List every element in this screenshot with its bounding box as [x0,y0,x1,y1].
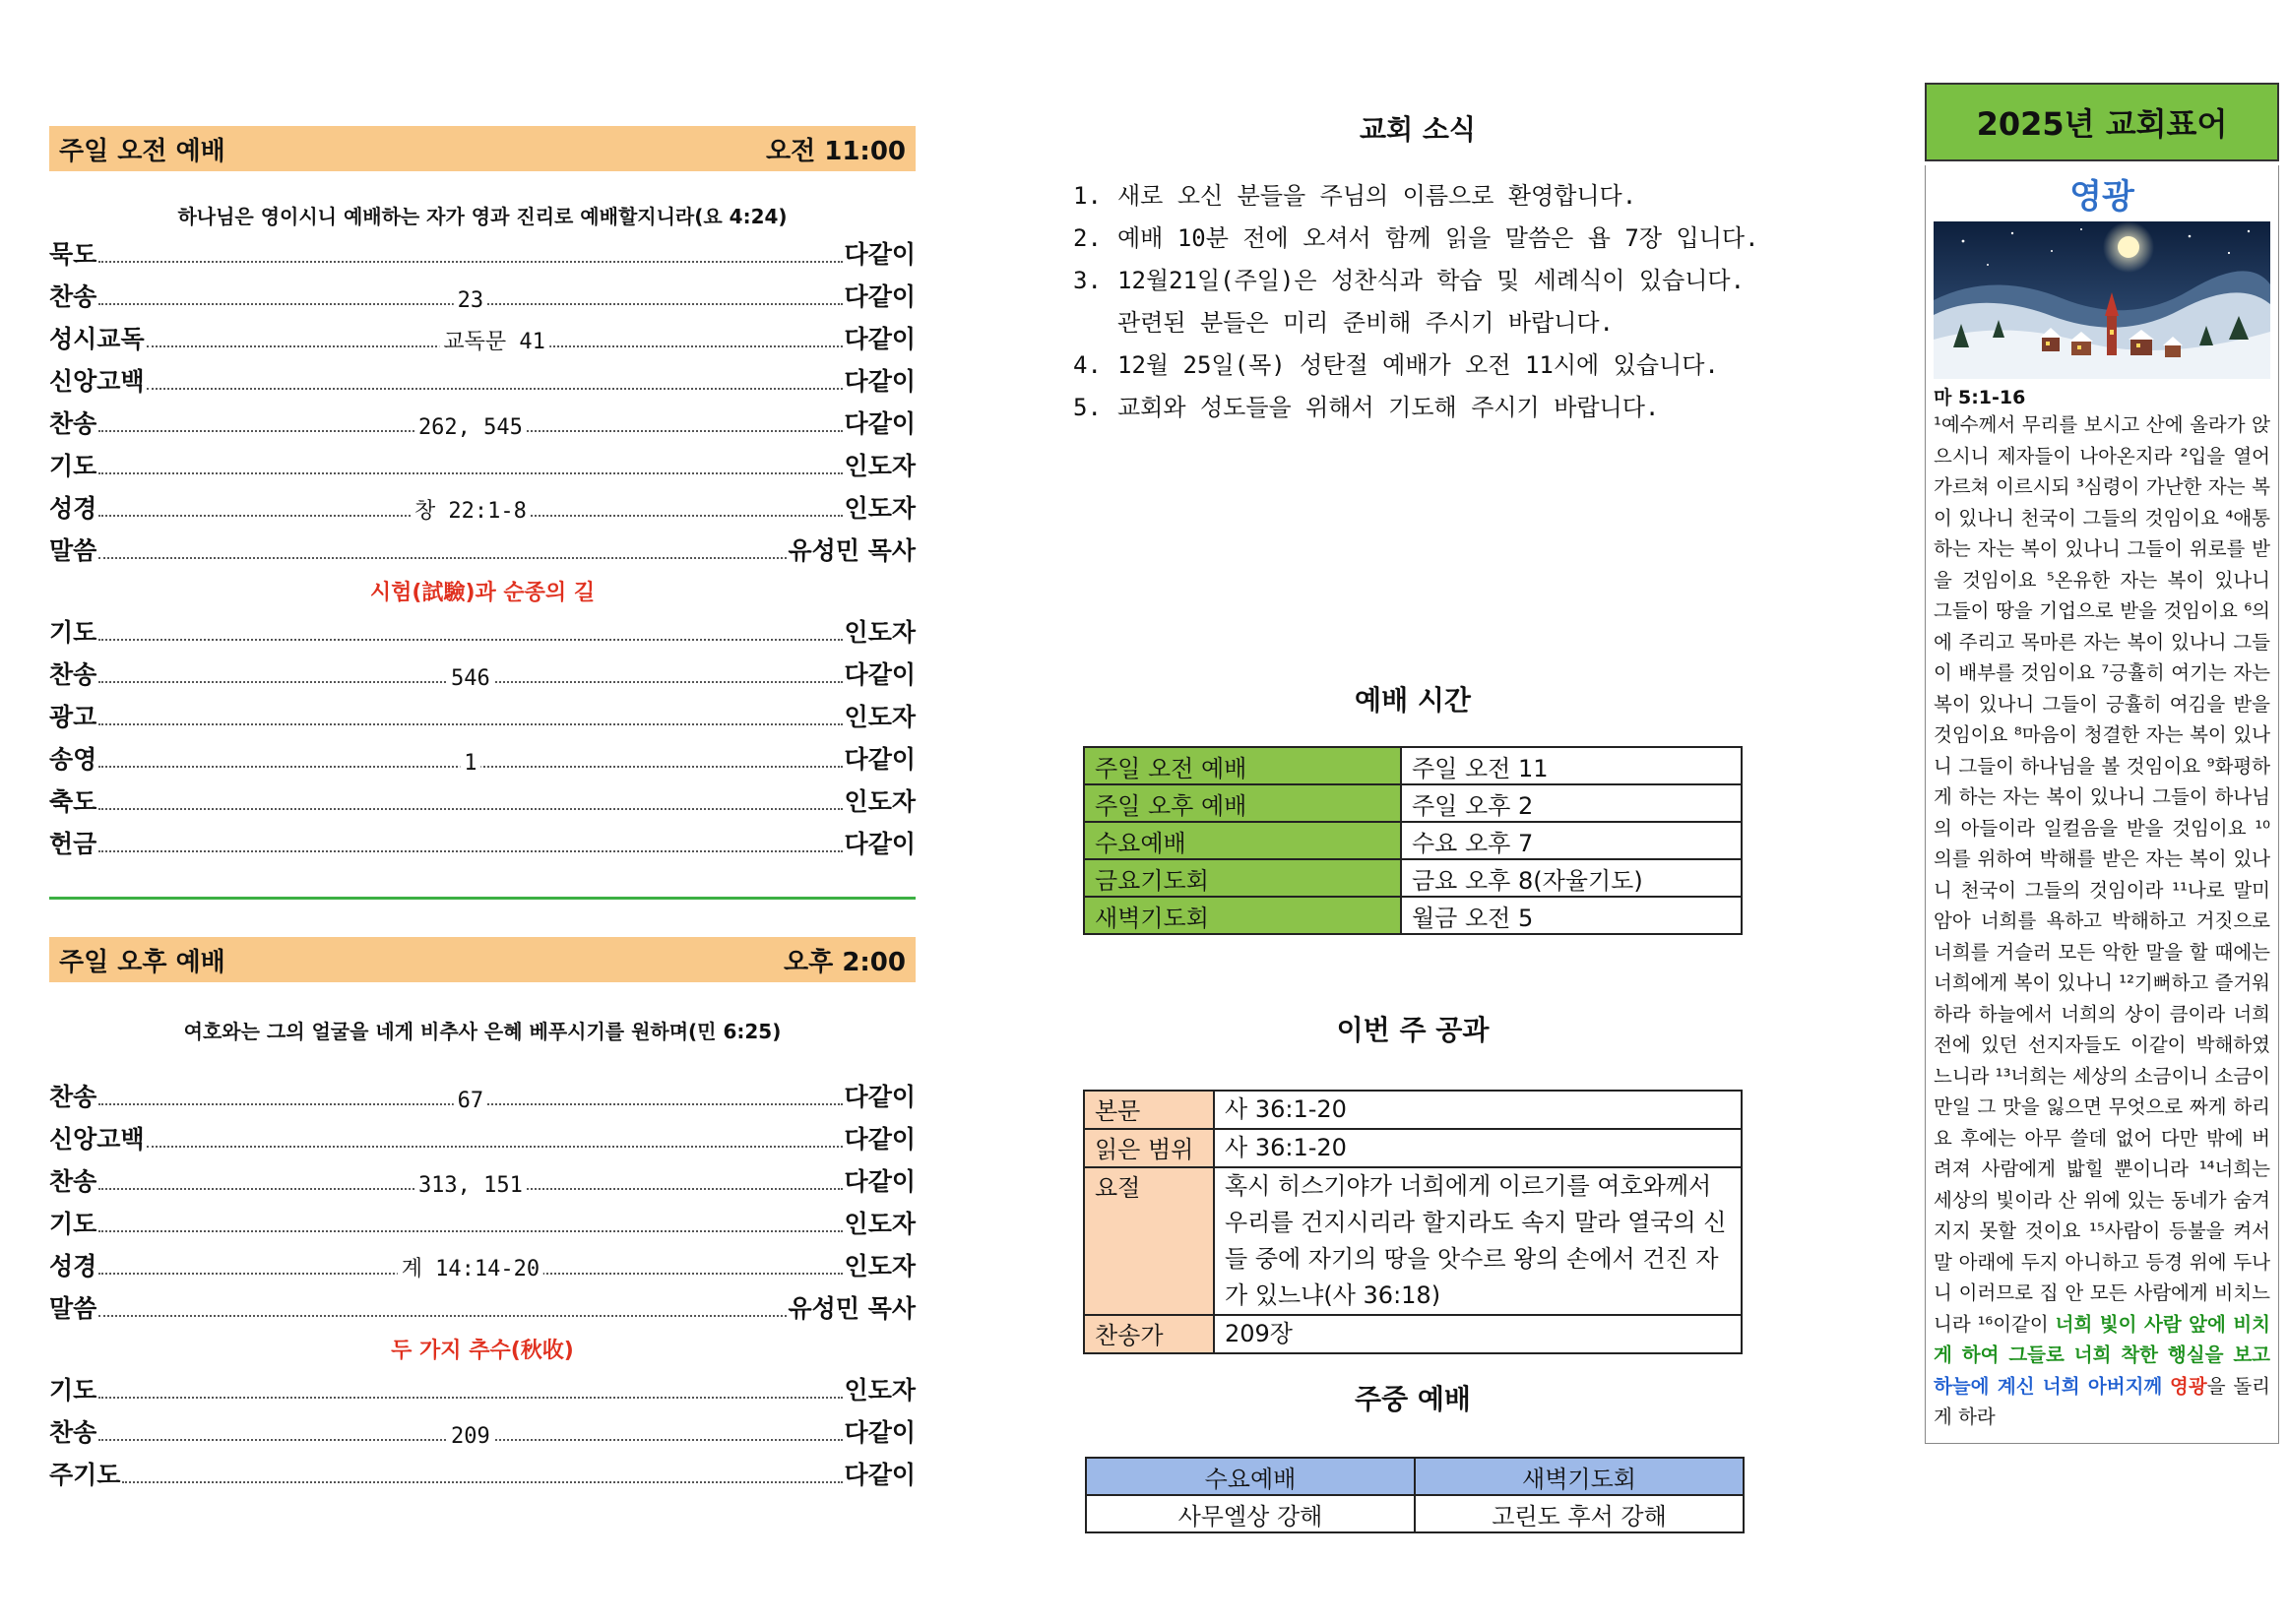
morning-row [49,825,916,867]
dot-leader [98,557,786,559]
news-item [1073,344,1762,387]
news-item [1073,218,1762,260]
motto-body [1925,165,2279,1444]
morning-order-list [49,235,916,574]
afternoon-row [49,1078,916,1120]
morning-row-leader: 다같이 [844,745,916,774]
morning-row [49,698,916,740]
dot-leader [98,751,842,776]
afternoon-row-leader: 인도자 [844,1376,916,1405]
morning-row-detail: 546 [447,666,494,691]
schedule-value: 주일 오전 11 [1401,747,1742,784]
schedule-value: 금요 오후 8(자율기도) [1401,859,1742,897]
morning-row-label: 송영 [49,745,97,774]
section-divider [49,897,916,900]
afternoon-row-detail: 67 [454,1089,488,1113]
lesson-key: 본문 [1084,1091,1214,1129]
scripture-green: 너희 빛이 사람 앞에 비치게 하여 그들로 너희 착한 행실을 보고 [1934,1312,2270,1366]
morning-row-label: 헌금 [49,830,97,858]
afternoon-sermon-title: 두 가지 추수(秋收) [391,1339,574,1363]
lesson-value: 사 36:1-20 [1214,1091,1742,1129]
morning-row [49,531,916,574]
dot-leader [98,639,842,641]
schedule-table [1083,746,1743,935]
dot-leader [147,330,843,354]
morning-sermon-title: 시험(試驗)과 순종의 길 [369,581,596,605]
dot-leader [122,1481,842,1483]
dot-leader [98,261,842,263]
motto-word: 영광 [2069,177,2134,217]
afternoon-row-leader: 인도자 [844,1252,916,1280]
lesson-key: 찬송가 [1084,1315,1214,1353]
lesson-row [1084,1167,1742,1315]
dot-leader [98,850,842,852]
right-column [1925,83,2279,1444]
morning-row-label: 신앙고백 [49,367,145,396]
morning-row-detail: 262, 545 [414,415,527,440]
morning-row-leader: 인도자 [844,452,916,480]
afternoon-row-leader: 다같이 [844,1083,916,1111]
news-item-number: 3. [1073,267,1102,294]
schedule-value: 월금 오전 5 [1401,897,1742,934]
schedule-value: 수요 오후 7 [1401,822,1742,859]
afternoon-service-time: 오후 2:00 [784,947,906,977]
news-item-text: 예배 10분 전에 오셔서 함께 읽을 말씀은 욥 7장 입니다. [1117,224,1759,252]
morning-row-leader: 유성민 목사 [788,536,916,565]
schedule-row [1084,897,1742,934]
morning-row [49,235,916,278]
winter-village-image [1934,221,2270,379]
midweek-table [1085,1457,1745,1533]
schedule-key: 금요기도회 [1084,859,1401,897]
morning-order-list-2 [49,613,916,867]
morning-row-label: 찬송 [49,409,97,438]
scripture-red: 영광 [2170,1374,2207,1398]
morning-service-time: 오전 11:00 [765,136,906,166]
afternoon-row-label: 찬송 [49,1083,97,1111]
afternoon-order-list-2 [49,1371,916,1498]
news-item-number: 1. [1073,182,1102,210]
morning-row [49,489,916,531]
news-item-text: 12월 25일(목) 성탄절 예배가 오전 11시에 있습니다. [1117,351,1719,379]
morning-row [49,740,916,782]
dot-leader [98,415,842,440]
morning-row-leader: 다같이 [844,325,916,353]
afternoon-row [49,1456,916,1498]
motto-title: 2025년 교회표어 [1925,83,2279,161]
afternoon-row [49,1120,916,1162]
morning-row-label: 성시교독 [49,325,145,353]
morning-row [49,405,916,447]
news-item-text: 새로 오신 분들을 주님의 이름으로 환영합니다. [1117,182,1637,210]
morning-row-detail: 23 [454,288,488,313]
morning-row-leader: 인도자 [844,703,916,731]
afternoon-row-leader: 다같이 [844,1418,916,1447]
schedule-row [1084,784,1742,822]
afternoon-row-label: 말씀 [49,1294,97,1323]
afternoon-row-label: 성경 [49,1252,97,1280]
afternoon-row-leader: 인도자 [844,1210,916,1238]
morning-row [49,447,916,489]
scripture-blue: 하늘에 계신 너희 아버지께 [1934,1374,2163,1398]
schedule-row [1084,822,1742,859]
afternoon-row-leader: 다같이 [844,1125,916,1154]
schedule-row [1084,747,1742,784]
afternoon-service-title: 주일 오후 예배 [59,947,225,977]
lesson-row [1084,1091,1742,1129]
dot-leader [98,499,842,524]
afternoon-row-detail: 계 14:14-20 [398,1252,543,1282]
midweek-body-dawn: 고린도 후서 강해 [1415,1495,1744,1532]
morning-row [49,656,916,698]
morning-row-leader: 인도자 [844,618,916,647]
afternoon-row [49,1247,916,1289]
afternoon-row-label: 주기도 [49,1461,121,1489]
midweek-head-wed: 수요예배 [1086,1458,1415,1495]
news-item-number: 2. [1073,224,1102,252]
dot-leader [98,1315,786,1317]
morning-row-label: 광고 [49,703,97,731]
dot-leader [98,1257,842,1281]
afternoon-row-label: 찬송 [49,1418,97,1447]
afternoon-row-leader: 다같이 [844,1461,916,1489]
afternoon-service-header [49,937,916,982]
morning-row [49,782,916,825]
afternoon-row-leader: 다같이 [844,1167,916,1196]
news-item-text: 12월21일(주일)은 성찬식과 학습 및 세례식이 있습니다. 관련된 분들은 미리 준비해 주시기 바랍니다. [1117,267,1746,337]
morning-row-leader: 인도자 [844,494,916,523]
morning-row-label: 기도 [49,452,97,480]
afternoon-row-label: 기도 [49,1376,97,1405]
dot-leader [98,1424,842,1449]
schedule-row [1084,859,1742,897]
schedule-key: 주일 오전 예배 [1084,747,1401,784]
morning-row [49,362,916,405]
lesson-value: 사 36:1-20 [1214,1129,1742,1167]
morning-row-label: 축도 [49,787,97,816]
morning-row-leader: 다같이 [844,660,916,689]
afternoon-row-detail: 313, 151 [414,1173,527,1198]
morning-row-label: 말씀 [49,536,97,565]
morning-row-label: 묵도 [49,240,97,269]
middle-column [1073,108,1762,429]
lesson-table [1083,1090,1743,1354]
scripture-text [1934,409,2270,1433]
afternoon-row-label: 찬송 [49,1167,97,1196]
scripture-end: 을 돌리게 하라 [1934,1374,2270,1428]
morning-row-leader: 인도자 [844,787,916,816]
morning-row [49,613,916,656]
morning-row-leader: 다같이 [844,282,916,311]
schedule-value: 주일 오후 2 [1401,784,1742,822]
dot-leader [98,1173,842,1198]
afternoon-row [49,1162,916,1205]
news-item [1073,260,1762,344]
morning-row-detail: 교독문 41 [439,325,549,355]
dot-leader [147,1146,843,1148]
morning-row-label: 기도 [49,618,97,647]
dot-leader [147,388,843,390]
news-list [1073,175,1762,429]
schedule-key: 주일 오후 예배 [1084,784,1401,822]
dot-leader [98,723,842,725]
lesson-row [1084,1315,1742,1353]
morning-row-label: 찬송 [49,660,97,689]
news-item [1073,387,1762,429]
morning-row-leader: 다같이 [844,240,916,269]
schedule-title: 예배 시간 [1355,684,1471,717]
morning-row-detail: 창 22:1-8 [411,494,531,525]
lesson-title: 이번 주 공과 [1336,1014,1490,1046]
afternoon-row [49,1205,916,1247]
scripture-plain: ¹예수께서 무리를 보시고 산에 올라가 앉으시니 제자들이 나아온지라 ²입을 열어 가르쳐 이르시되 ³심령이 가난한 자는 복이 있나니 천국이 그들의 것임이요 ⁴애통하는 자는 복이 있나니 그들이 위로를 받을 것임이요 ⁵온유한 자는 복이 있나니 그들이 땅을 기업으로 받을 것임이요 ⁶의에 주리고 목마른 자는 복이 있나니 그들이 배부를 것임이요 ⁷긍휼히 여기는 자는 복이 있나니 그들이 긍휼히 여김을 받을 것임이요 ⁸마음이 청결한 자는 복이 있나니 그들이 하나님을 볼 것임이요 ⁹화평하게 하는 자는 복이 있나니 그들이 하나님의 아들이라 일컬음을 받을 것임이요 ¹⁰의를 위하여 박해를 받은 자는 복이 있나니 천국이 그들의 것임이라 ¹¹나로 말미암아 너희를 욕하고 박해하고 거짓으로 너희를 거슬러 모든 악한 말을 할 때에는 너희에게 복이 있나니 ¹²기뻐하고 즐거워하라 하늘에서 너희의 상이 큼이라 너희 전에 있던 선지자들도 이같이 박해하였느니라 ¹³너희는 세상의 소금이니 소금이 만일 그 맛을 잃으면 무엇으로 짜게 하리요 후에는 아무 쓸데 없어 다만 밖에 버려져 사람에게 밟힐 뿐이니라 ¹⁴너희는 세상의 빛이라 산 위에 있는 동네가 숨겨지지 못할 것이요 ¹⁵사람이 등불을 켜서 말 아래에 두지 아니하고 등경 위에 두나니 이러므로 집 안 모든 사람에게 비치느니라 ¹⁶이같이 [1934,413,2270,1336]
dot-leader [98,472,842,474]
afternoon-verse: 여호와는 그의 얼굴을 네게 비추사 은혜 베푸시기를 원하며(민 6:25) [183,1020,782,1043]
morning-row-leader: 다같이 [844,367,916,396]
news-item [1073,175,1762,218]
scripture-reference: 마 5:1-16 [1934,387,2026,408]
dot-leader [98,1397,842,1399]
lesson-row [1084,1129,1742,1167]
lesson-value: 혹시 히스기야가 너희에게 이르기를 여호와께서 우리를 건지시리라 할지라도 속지 말라 열국의 신들 중에 자기의 땅을 앗수르 왕의 손에서 건진 자가 있느냐(사 36:18) [1214,1167,1742,1315]
midweek-title: 주중 예배 [1355,1383,1471,1415]
news-item-number: 4. [1073,351,1102,379]
morning-row [49,320,916,362]
morning-row-leader: 다같이 [844,409,916,438]
morning-row [49,278,916,320]
news-item-number: 5. [1073,394,1102,421]
afternoon-row-label: 신앙고백 [49,1125,145,1154]
afternoon-row [49,1289,916,1332]
morning-row-label: 성경 [49,494,97,523]
afternoon-row-detail: 209 [447,1424,494,1449]
midweek-head-dawn: 새벽기도회 [1415,1458,1744,1495]
dot-leader [98,1230,842,1232]
news-title: 교회 소식 [1360,113,1476,146]
dot-leader [98,666,842,691]
afternoon-row [49,1413,916,1456]
afternoon-order-list [49,1078,916,1332]
dot-leader [98,1089,842,1113]
dot-leader [98,288,842,313]
schedule-key: 새벽기도회 [1084,897,1401,934]
morning-row-leader: 다같이 [844,830,916,858]
dot-leader [98,808,842,810]
morning-row-label: 찬송 [49,282,97,311]
news-item-text: 교회와 성도들을 위해서 기도해 주시기 바랍니다. [1117,394,1660,421]
lesson-value: 209장 [1214,1315,1742,1353]
midweek-body-wed: 사무엘상 강해 [1086,1495,1415,1532]
morning-verse: 하나님은 영이시니 예배하는 자가 영과 진리로 예배할지니라(요 4:24) [177,205,788,228]
lesson-key: 요절 [1084,1167,1214,1315]
afternoon-row-label: 기도 [49,1210,97,1238]
afternoon-row-leader: 유성민 목사 [788,1294,916,1323]
left-column [49,126,916,1498]
lesson-key: 읽은 범위 [1084,1129,1214,1167]
afternoon-row [49,1371,916,1413]
morning-row-detail: 1 [460,751,480,776]
morning-service-title: 주일 오전 예배 [59,136,225,166]
morning-service-header [49,126,916,171]
schedule-key: 수요예배 [1084,822,1401,859]
